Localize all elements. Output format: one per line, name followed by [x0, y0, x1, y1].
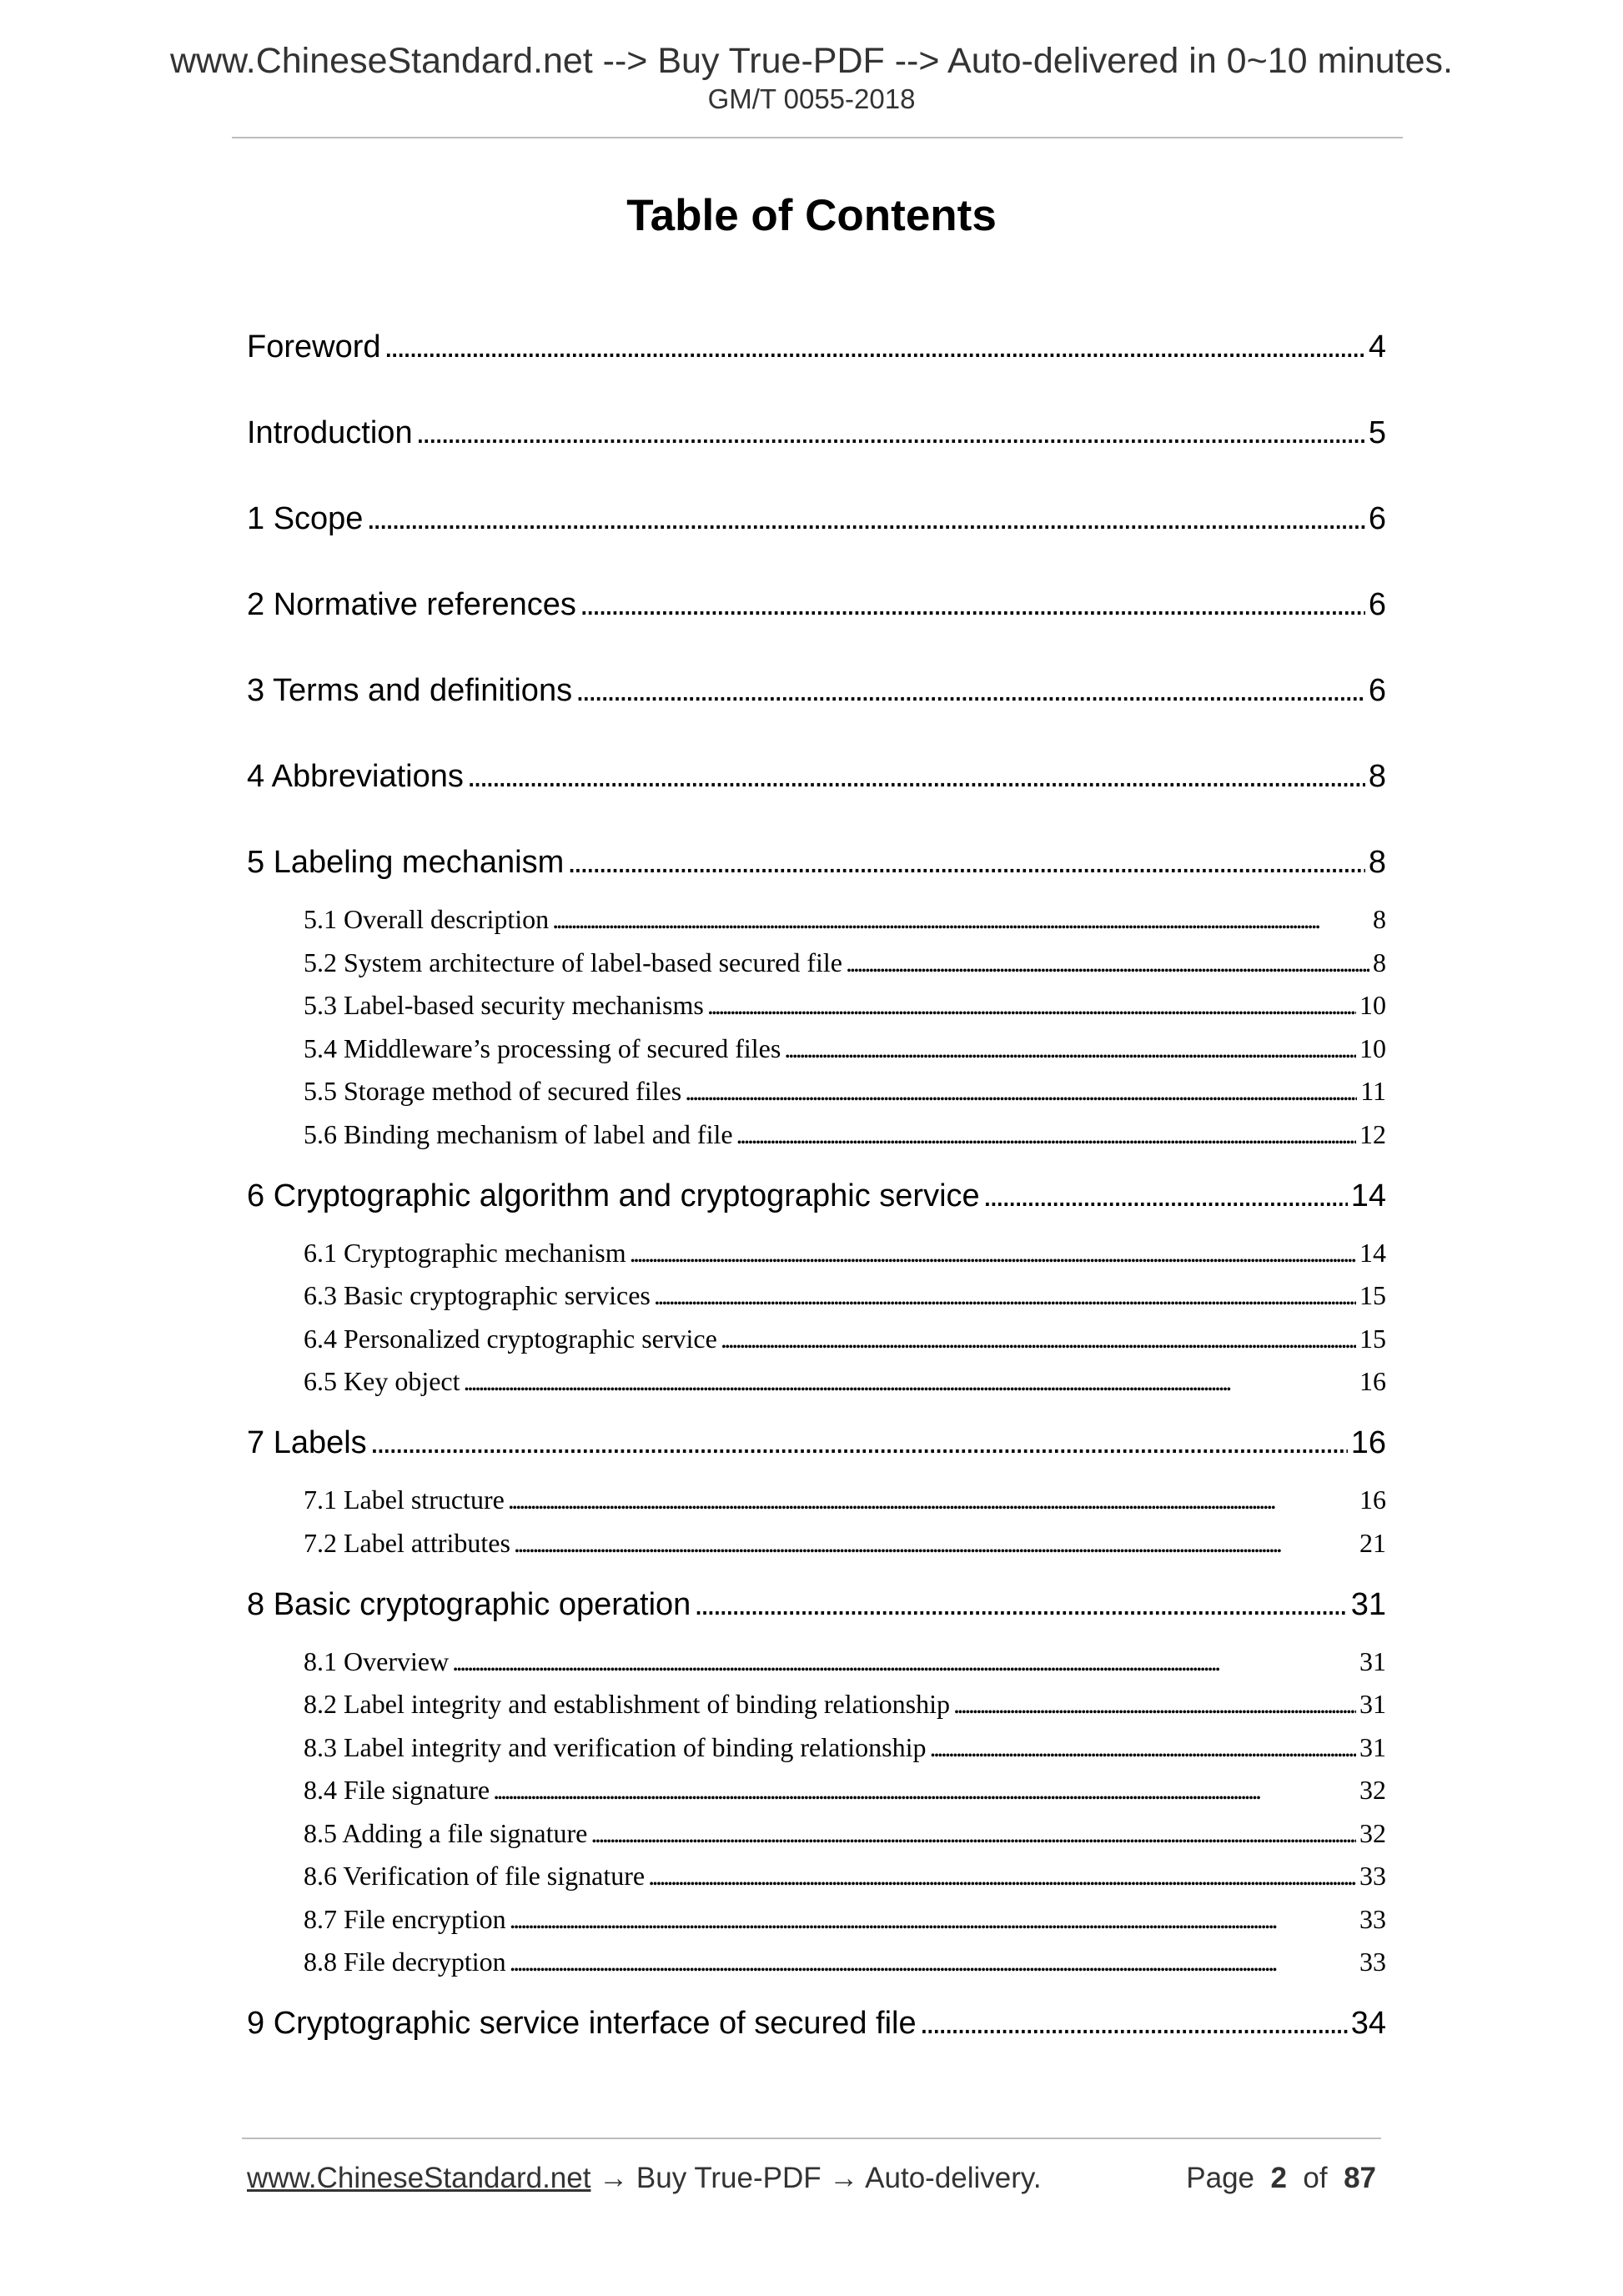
toc-entry-title: 3 Terms and definitions — [247, 673, 573, 708]
toc-entry[interactable] — [304, 903, 1386, 935]
footer-tagline: → Buy True-PDF → Auto-delivery. — [590, 2162, 1042, 2194]
toc-entry[interactable] — [304, 1279, 1386, 1311]
toc-entry[interactable] — [304, 1365, 1386, 1397]
toc-entry-page: 10 — [1359, 1033, 1386, 1063]
toc-entry-page: 15 — [1359, 1280, 1386, 1310]
toc-entry[interactable] — [304, 1688, 1386, 1720]
toc-entry-title: 5.3 Label-based security mechanisms — [304, 990, 704, 1020]
toc-entry-title: 8 Basic cryptographic operation — [247, 1587, 691, 1622]
page-of: of — [1303, 2162, 1328, 2194]
toc-entry-page: 8 — [1373, 947, 1386, 977]
toc-entry[interactable] — [304, 1118, 1386, 1150]
page-footer — [247, 2160, 1386, 2197]
toc-dot-leader — [707, 989, 1356, 1021]
toc-entry-title: 8.6 Verification of file signature — [304, 1861, 646, 1891]
toc-entry-title: 5.6 Binding mechanism of label and file — [304, 1119, 733, 1149]
toc-entry-page: 8 — [1368, 845, 1386, 880]
toc-entry[interactable] — [304, 1645, 1386, 1677]
toc-entry-page: 33 — [1359, 1947, 1386, 1977]
toc-entry-page: 5 — [1368, 415, 1386, 450]
toc-dot-leader — [508, 1484, 1356, 1515]
toc-entry-page: 32 — [1359, 1775, 1386, 1805]
toc-dot-leader — [590, 1817, 1356, 1849]
toc-entry[interactable] — [304, 1237, 1386, 1269]
toc-dot-leader — [366, 500, 1364, 537]
toc-entry-page: 21 — [1359, 1528, 1386, 1558]
toc-entry[interactable] — [304, 1946, 1386, 1977]
footer-tagline-group — [247, 2160, 1042, 2197]
toc-entry[interactable] — [247, 586, 1386, 623]
toc-entry-title: 5.4 Middleware’s processing of secured files — [304, 1033, 781, 1063]
toc-entry[interactable] — [247, 329, 1386, 365]
toc-entry-page: 6 — [1368, 587, 1386, 622]
toc-dot-leader — [510, 1946, 1356, 1977]
toc-dot-leader — [929, 1731, 1356, 1763]
toc-entry[interactable] — [304, 1527, 1386, 1559]
page-current: 2 — [1270, 2162, 1287, 2194]
toc-entry-page: 14 — [1350, 1178, 1386, 1213]
toc-dot-leader — [630, 1237, 1356, 1269]
toc-entry-page: 12 — [1359, 1119, 1386, 1149]
page-title: Table of Contents — [626, 191, 997, 240]
toc-entry[interactable] — [304, 1731, 1386, 1763]
toc-dot-leader — [567, 844, 1365, 881]
toc-entry[interactable] — [247, 2005, 1386, 2042]
toc-dot-leader — [580, 586, 1365, 623]
toc-entry-page: 14 — [1359, 1238, 1386, 1268]
toc-entry-title: 8.8 File decryption — [304, 1947, 506, 1977]
toc-entry-title: 8.1 Overview — [304, 1646, 450, 1676]
toc-entry[interactable] — [247, 758, 1386, 795]
toc-entry-title: 7.2 Label attributes — [304, 1528, 510, 1558]
toc-entry-title: 6.4 Personalized cryptographic service — [304, 1324, 717, 1354]
toc-entry-title: 4 Abbreviations — [247, 759, 464, 794]
toc-dot-leader — [736, 1118, 1356, 1150]
toc-entry[interactable] — [247, 844, 1386, 881]
toc-dot-leader — [510, 1903, 1356, 1935]
toc-entry-title: 5.1 Overall description — [304, 904, 550, 934]
toc-entry-title: 1 Scope — [247, 501, 364, 536]
toc-dot-leader — [384, 329, 1365, 365]
page-total: 87 — [1344, 2162, 1376, 2194]
toc-entry-title: 5.2 System architecture of label-based secured file — [304, 947, 842, 977]
document-number: GM/T 0055-2018 — [707, 83, 916, 114]
toc-entry-page: 31 — [1359, 1732, 1386, 1762]
toc-entry-title: 8.2 Label integrity and establishment of binding relationship — [304, 1689, 950, 1719]
toc-dot-leader — [416, 414, 1365, 451]
toc-entry-title: 8.3 Label integrity and verification of binding relationship — [304, 1732, 927, 1762]
toc-entry-page: 31 — [1359, 1646, 1386, 1676]
page-indicator — [1186, 2160, 1376, 2197]
toc-entry[interactable] — [304, 1032, 1386, 1064]
toc-entry[interactable] — [247, 1424, 1386, 1461]
toc-entry-title: 8.7 File encryption — [304, 1904, 506, 1934]
toc-entry-page: 31 — [1359, 1689, 1386, 1719]
toc-entry[interactable] — [304, 1860, 1386, 1892]
toc-dot-leader — [552, 903, 1369, 935]
toc-entry[interactable] — [304, 1774, 1386, 1806]
toc-entry-page: 32 — [1359, 1818, 1386, 1848]
page-label: Page — [1186, 2162, 1255, 2194]
toc-entry-page: 31 — [1350, 1587, 1386, 1622]
footer-site-link[interactable]: www.ChineseStandard.net — [247, 2162, 591, 2194]
toc-entry-title: 5 Labeling mechanism — [247, 845, 565, 880]
toc-entry-title: 8.4 File signature — [304, 1775, 490, 1805]
toc-entry-page: 6 — [1368, 501, 1386, 536]
toc-entry-title: 6.5 Key object — [304, 1366, 460, 1396]
toc-entry[interactable] — [304, 1817, 1386, 1849]
toc-entry[interactable] — [304, 1323, 1386, 1354]
toc-entry-page: 11 — [1360, 1076, 1386, 1106]
toc-dot-leader — [467, 758, 1365, 795]
toc-dot-leader — [920, 2005, 1348, 2042]
footer-divider — [242, 2138, 1381, 2139]
toc-entry-page: 34 — [1350, 2006, 1386, 2041]
toc-entry-page: 33 — [1359, 1861, 1386, 1891]
toc-entry-page: 8 — [1373, 904, 1386, 934]
toc-entry-page: 6 — [1368, 673, 1386, 708]
toc-entry[interactable] — [304, 989, 1386, 1021]
toc-entry-title: 7.1 Label structure — [304, 1485, 505, 1515]
toc-entry[interactable] — [304, 1484, 1386, 1515]
toc-dot-leader — [648, 1860, 1356, 1892]
toc-dot-leader — [370, 1424, 1348, 1461]
toc-entry[interactable] — [247, 1586, 1386, 1623]
top-banner: www.ChineseStandard.net --> Buy True-PDF --> Auto-delivered in 0~10 minutes. — [169, 41, 1453, 81]
toc-entry-page: 16 — [1359, 1366, 1386, 1396]
toc-entry-title: 5.5 Storage method of secured files — [304, 1076, 682, 1106]
toc-dot-leader — [514, 1527, 1356, 1559]
toc-dot-leader — [575, 672, 1365, 709]
toc-dot-leader — [685, 1075, 1357, 1107]
toc-entry[interactable] — [247, 500, 1386, 537]
toc-entry-page: 8 — [1368, 759, 1386, 794]
toc-dot-leader — [721, 1323, 1356, 1354]
toc-entry-title: 8.5 Adding a file signature — [304, 1818, 588, 1848]
toc-entry-page: 4 — [1368, 329, 1386, 364]
toc-entry-title: 6.3 Basic cryptographic services — [304, 1280, 651, 1310]
toc-entry-title: 2 Normative references — [247, 587, 576, 622]
toc-entry[interactable] — [247, 414, 1386, 451]
toc-entry-title: Introduction — [247, 415, 413, 450]
toc-entry[interactable] — [304, 1075, 1386, 1107]
toc-entry-title: 6.1 Cryptographic mechanism — [304, 1238, 626, 1268]
toc-entry[interactable] — [304, 947, 1386, 978]
toc-dot-leader — [452, 1645, 1356, 1677]
toc-dot-leader — [983, 1178, 1348, 1214]
toc-dot-leader — [846, 947, 1369, 978]
toc-entry-title: 9 Cryptographic service interface of secured file — [247, 2006, 917, 2041]
toc-entry-title: 7 Labels — [247, 1425, 367, 1460]
toc-entry[interactable] — [247, 1178, 1386, 1214]
toc-dot-leader — [464, 1365, 1357, 1397]
toc-entry-page: 10 — [1359, 990, 1386, 1020]
toc-entry-title: 6 Cryptographic algorithm and cryptographic service — [247, 1178, 980, 1213]
toc-dot-leader — [953, 1688, 1356, 1720]
toc-entry-page: 16 — [1359, 1485, 1386, 1515]
toc-dot-leader — [784, 1032, 1356, 1064]
toc-entry-title: Foreword — [247, 329, 381, 364]
toc-entry-page: 16 — [1350, 1425, 1386, 1460]
toc-entry[interactable] — [304, 1903, 1386, 1935]
toc-entry[interactable] — [247, 672, 1386, 709]
toc-dot-leader — [694, 1586, 1347, 1623]
toc-dot-leader — [654, 1279, 1356, 1311]
toc-dot-leader — [493, 1774, 1356, 1806]
toc-entry-page: 33 — [1359, 1904, 1386, 1934]
toc-entry-page: 15 — [1359, 1324, 1386, 1354]
